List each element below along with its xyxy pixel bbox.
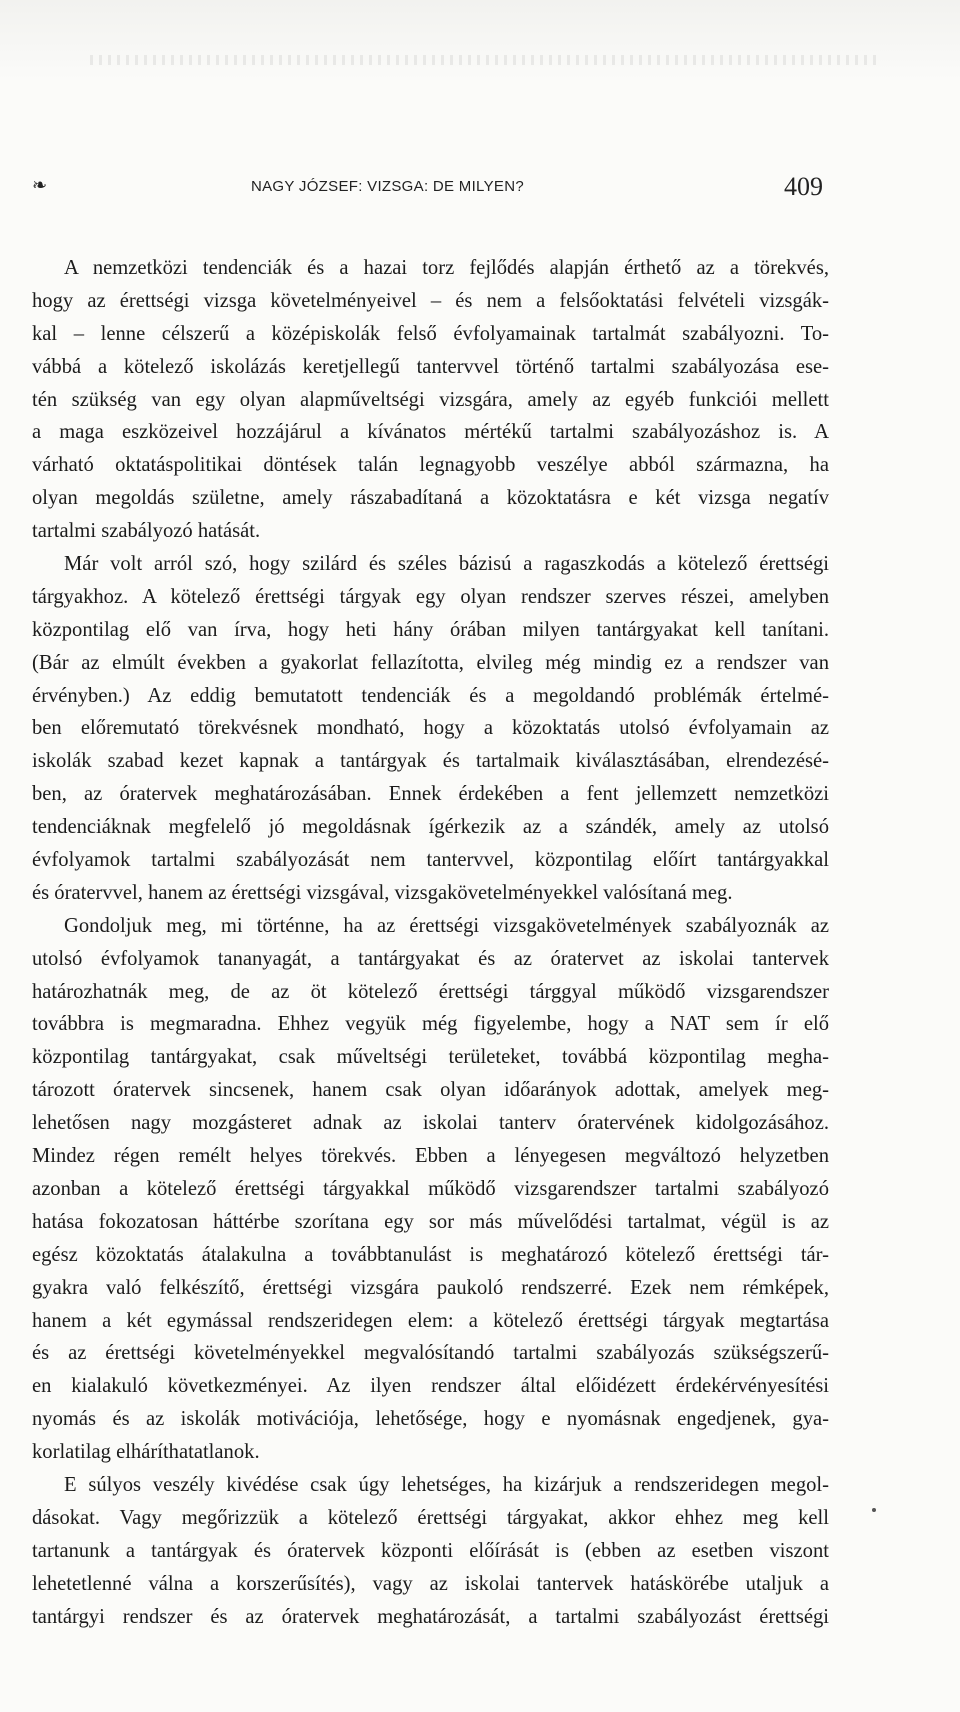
text-line: tendenciáknak megfelelő jó megoldásnak ígérkezik az a szándék, amely az utolsó xyxy=(32,816,829,839)
text-line: Már volt arról szó, hogy szilárd és széles bázisú a ragaszkodás a kötelező érettségi xyxy=(64,553,829,576)
text-line: A nemzetközi tendenciák és a hazai torz fejlődés alapján érthető az a törekvés, xyxy=(64,257,829,279)
text-line: hanem a két egymással rendszeridegen elem: a kötelező érettségi tárgyak megtartása xyxy=(32,1309,829,1332)
text-line: korlatilag elháríthatatlanok. xyxy=(32,1441,260,1464)
text-line: olyan megoldás születne, amely rászabadítaná a közoktatásra e két vizsga negatív xyxy=(32,487,829,510)
text-line: nyomás és az iskolák motivációja, lehetősége, hogy e nyomásnak engedjenek, gya- xyxy=(32,1408,829,1431)
text-line: központilag tantárgyakat, csak műveltségi területeket, továbbá központilag megha- xyxy=(32,1046,829,1069)
text-line: gyakra való felkészítő, érettségi vizsgára paukoló rendszerré. Ezek nem rémképek, xyxy=(32,1276,829,1299)
text-line: tartanunk a tantárgyak és óratervek központi előírását is (ebben az esetben viszont xyxy=(32,1539,829,1562)
running-header xyxy=(0,0,960,230)
text-line: központilag elő van írva, hogy heti hány órában milyen tantárgyakat kell tanítani. xyxy=(32,618,829,641)
text-line: hogy az érettségi vizsga követelményeivel – és nem a felsőoktatási felvételi vizsgák- xyxy=(32,289,829,312)
scan-speck xyxy=(872,1508,876,1512)
running-header-title: NAGY JÓZSEF: VIZSGA: DE MILYEN? xyxy=(251,178,524,195)
text-line: dásokat. Vagy megőrizzük a kötelező érettségi tárgyakat, akkor ehhez meg kell xyxy=(32,1506,829,1529)
text-line: Gondoljuk meg, mi történne, ha az érettségi vizsgakövetelmények szabályoznák az xyxy=(64,914,829,937)
text-line: tén szükség van egy olyan alapműveltségi vizsgára, amely az egyéb funkciói mellett xyxy=(32,388,829,411)
text-line: a maga eszközeivel hozzájárul a kívánatos mértékű tartalmi szabályozáshoz is. A xyxy=(32,421,829,444)
text-line: lehetetlenné válna a korszerűsítés), vagy az iskolai tantervek hatáskörébe utaljuk a xyxy=(32,1572,829,1595)
text-line: kal – lenne célszerű a középiskolák felső évfolyamainak tartalmát szabályozni. To- xyxy=(32,322,829,345)
text-line: érvényben.) Az eddig bemutatott tendenciák és a megoldandó problémák értelmé- xyxy=(32,684,829,707)
text-line: és óratervvel, hanem az érettségi vizsgával, vizsgakövetelményekkel valósítaná meg. xyxy=(32,881,733,904)
text-line: egész közoktatás átalakulna a továbbtanulást is meghatározó kötelező érettségi tár- xyxy=(32,1243,829,1266)
text-line: tározott óratervek sincsenek, hanem csak olyan időarányok adottak, amelyek meg- xyxy=(32,1079,829,1102)
text-line: ben, az óratervek meghatározásában. Ennek érdekében a fent jellemzett nemzetközi xyxy=(32,783,829,806)
text-line: vábbá a kötelező iskolázás keretjellegű tantervvel történő tartalmi szabályozása ese- xyxy=(32,355,829,378)
paragraph-4 xyxy=(32,1469,829,1633)
text-line: utolsó évfolyamok tananyagát, a tantárgyakat és az óratervet az iskolai tantervek xyxy=(32,947,829,970)
text-line: tantárgyi rendszer és az óratervek meghatározását, a tartalmi szabályozást érettségi xyxy=(32,1605,829,1628)
text-line: várható oktatáspolitikai döntések talán legnagyobb veszélye abból származna, ha xyxy=(32,454,829,477)
text-line: en kialakuló következményei. Az ilyen rendszer által előidézett érdekérvényesítési xyxy=(32,1375,829,1398)
page-number: 409 xyxy=(784,172,823,201)
text-line: azonban a kötelező érettségi tárgyakkal működő vizsgarendszer tartalmi szabályozó xyxy=(32,1177,829,1200)
paragraph-2 xyxy=(32,548,829,910)
text-line: továbbra is megmaradna. Ehhez vegyük még figyelembe, hogy a NAT sem ír elő xyxy=(32,1013,829,1036)
text-line: tárgyakhoz. A kötelező érettségi tárgyak egy olyan rendszer szerves részei, amelyben xyxy=(32,585,829,608)
fleuron-icon: ❧ xyxy=(32,175,48,195)
text-line: határozhatnák meg, de az öt kötelező érettségi tárggyal működő vizsgarendszer xyxy=(32,980,829,1003)
body-text xyxy=(32,252,829,1633)
text-line: E súlyos veszély kivédése csak úgy lehetséges, ha kizárjuk a rendszeridegen megol- xyxy=(64,1473,829,1496)
text-line: Mindez régen remélt helyes törekvés. Ebben a lényegesen megváltozó helyzetben xyxy=(32,1145,829,1168)
text-line: ben előremutató törekvésnek mondható, hogy a közoktatás utolsó évfolyamain az xyxy=(32,717,829,740)
text-line: (Bár az elmúlt években a gyakorlat fellazította, elvileg még mindig ez a rendszer van xyxy=(32,651,829,674)
text-line: évfolyamok tartalmi szabályozását nem tantervvel, központilag előírt tantárgyakkal xyxy=(32,849,829,872)
text-line: tartalmi szabályozó hatását. xyxy=(32,520,261,543)
paragraph-3 xyxy=(32,910,829,1469)
text-line: és az érettségi követelményekkel megvalósítandó tartalmi szabályozás szükségszerű- xyxy=(32,1342,829,1365)
text-line: lehetősen nagy mozgásteret adnak az iskolai tanterv óratervének kidolgozásához. xyxy=(32,1112,829,1135)
text-line: hatása fokozatosan háttérbe szorítana egy sor más művelődési tartalmat, végül is az xyxy=(32,1210,829,1233)
paragraph-1 xyxy=(32,252,829,548)
text-line: iskolák szabad kezet kapnak a tantárgyak és tartalmaik kiválasztásában, elrendezésé- xyxy=(32,750,829,773)
